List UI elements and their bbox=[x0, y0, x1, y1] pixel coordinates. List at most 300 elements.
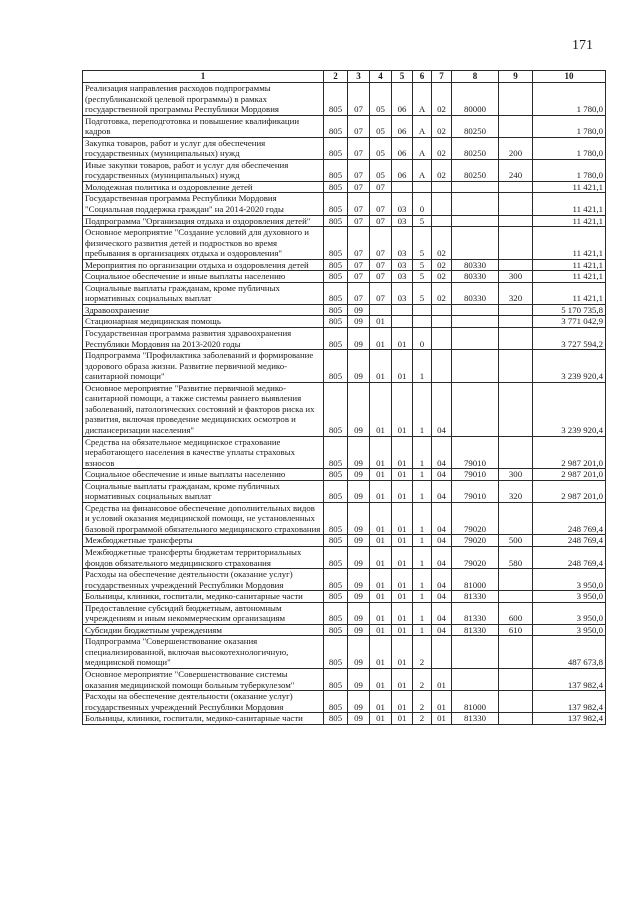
row-code-c6: 5 bbox=[413, 282, 432, 304]
row-code-c8 bbox=[452, 227, 499, 260]
row-code-c3: 07 bbox=[348, 215, 370, 227]
column-header: 7 bbox=[432, 71, 452, 83]
table-row bbox=[83, 480, 606, 502]
row-code-c5: 01 bbox=[392, 328, 413, 350]
row-code-c4: 01 bbox=[370, 469, 392, 481]
row-code-c6: А bbox=[413, 83, 432, 116]
row-code-c7 bbox=[432, 304, 452, 316]
row-code-c6: 1 bbox=[413, 350, 432, 383]
row-code-c3: 09 bbox=[348, 636, 370, 669]
row-code-c4: 01 bbox=[370, 569, 392, 591]
row-code-c7 bbox=[432, 193, 452, 215]
row-code-c6: 5 bbox=[413, 215, 432, 227]
table-row bbox=[83, 602, 606, 624]
table-row bbox=[83, 436, 606, 469]
row-code-c5: 01 bbox=[392, 469, 413, 481]
column-header: 4 bbox=[370, 71, 392, 83]
row-name: Подготовка, переподготовка и повышение квалификации кадров bbox=[83, 115, 324, 137]
row-code-c6: 2 bbox=[413, 636, 432, 669]
row-code-c7: 01 bbox=[432, 713, 452, 725]
row-code-c2: 805 bbox=[324, 282, 348, 304]
row-code-c8 bbox=[452, 181, 499, 193]
row-code-c2: 805 bbox=[324, 469, 348, 481]
row-code-c6: 1 bbox=[413, 535, 432, 547]
row-code-c9 bbox=[499, 636, 533, 669]
row-code-c4: 01 bbox=[370, 668, 392, 690]
row-code-c6: А bbox=[413, 159, 432, 181]
row-code-c5: 01 bbox=[392, 546, 413, 568]
row-code-c2: 805 bbox=[324, 271, 348, 283]
row-code-c5: 03 bbox=[392, 227, 413, 260]
row-code-c7: 02 bbox=[432, 282, 452, 304]
row-code-c2: 805 bbox=[324, 624, 348, 636]
row-sum: 2 987 201,0 bbox=[533, 436, 606, 469]
row-code-c4: 05 bbox=[370, 137, 392, 159]
row-code-c8 bbox=[452, 328, 499, 350]
row-code-c7: 02 bbox=[432, 137, 452, 159]
row-code-c7 bbox=[432, 636, 452, 669]
row-code-c5: 01 bbox=[392, 480, 413, 502]
row-name: Предоставление субсидий бюджетным, автономным учреждениям и иным некоммерческим организациям bbox=[83, 602, 324, 624]
row-code-c3: 09 bbox=[348, 624, 370, 636]
row-sum: 2 987 201,0 bbox=[533, 469, 606, 481]
table-row bbox=[83, 259, 606, 271]
row-code-c3: 07 bbox=[348, 83, 370, 116]
column-header: 9 bbox=[499, 71, 533, 83]
row-code-c3: 07 bbox=[348, 227, 370, 260]
row-sum: 3 950,0 bbox=[533, 569, 606, 591]
table-row bbox=[83, 115, 606, 137]
row-code-c3: 07 bbox=[348, 259, 370, 271]
row-code-c2: 805 bbox=[324, 227, 348, 260]
row-code-c3: 09 bbox=[348, 591, 370, 603]
table-row bbox=[83, 159, 606, 181]
row-name: Больницы, клиники, госпитали, медико-санитарные части bbox=[83, 713, 324, 725]
row-code-c4: 01 bbox=[370, 713, 392, 725]
row-code-c8 bbox=[452, 350, 499, 383]
row-code-c4: 01 bbox=[370, 316, 392, 328]
row-code-c5: 01 bbox=[392, 569, 413, 591]
table-row bbox=[83, 569, 606, 591]
row-code-c4: 01 bbox=[370, 350, 392, 383]
row-code-c8 bbox=[452, 193, 499, 215]
row-code-c3: 07 bbox=[348, 271, 370, 283]
row-code-c4 bbox=[370, 304, 392, 316]
row-code-c4: 01 bbox=[370, 546, 392, 568]
row-code-c7: 04 bbox=[432, 535, 452, 547]
row-name: Социальные выплаты гражданам, кроме публичных нормативных социальных выплат bbox=[83, 480, 324, 502]
row-code-c7: 01 bbox=[432, 668, 452, 690]
row-name: Закупка товаров, работ и услуг для обеспечения государственных (муниципальных) нужд bbox=[83, 137, 324, 159]
table-row bbox=[83, 624, 606, 636]
row-code-c9: 300 bbox=[499, 469, 533, 481]
row-code-c4: 01 bbox=[370, 502, 392, 535]
row-sum: 3 771 042,9 bbox=[533, 316, 606, 328]
row-name: Расходы на обеспечение деятельности (оказание услуг) государственных учреждений Республики Мордовия bbox=[83, 569, 324, 591]
row-code-c3: 09 bbox=[348, 546, 370, 568]
row-code-c3: 09 bbox=[348, 350, 370, 383]
row-code-c8: 81000 bbox=[452, 691, 499, 713]
row-code-c4: 05 bbox=[370, 115, 392, 137]
row-code-c7 bbox=[432, 215, 452, 227]
row-code-c3: 07 bbox=[348, 282, 370, 304]
column-header: 8 bbox=[452, 71, 499, 83]
row-code-c5: 06 bbox=[392, 137, 413, 159]
table-header-row bbox=[83, 71, 606, 83]
row-name: Средства на финансовое обеспечение дополнительных видов и условий оказания медицинской помощи, не установленных базовой программой обязательного медицинского страхования bbox=[83, 502, 324, 535]
row-code-c2: 805 bbox=[324, 546, 348, 568]
row-code-c8 bbox=[452, 668, 499, 690]
row-name: Социальное обеспечение и иные выплаты населению bbox=[83, 469, 324, 481]
table-row bbox=[83, 137, 606, 159]
row-sum: 3 727 594,2 bbox=[533, 328, 606, 350]
column-header: 6 bbox=[413, 71, 432, 83]
row-code-c4: 07 bbox=[370, 271, 392, 283]
row-name: Основное мероприятие "Развитие первичной медико-санитарной помощи, а также системы раннего выявления заболеваний, патологических состояний и факторов риска их развития, включая проведение медицинских осмотров и диспансеризации населения" bbox=[83, 382, 324, 436]
row-code-c7: 04 bbox=[432, 469, 452, 481]
row-code-c9 bbox=[499, 691, 533, 713]
row-code-c6: 1 bbox=[413, 602, 432, 624]
row-code-c7: 02 bbox=[432, 83, 452, 116]
row-code-c8: 81330 bbox=[452, 624, 499, 636]
row-code-c5: 01 bbox=[392, 636, 413, 669]
row-code-c4: 07 bbox=[370, 215, 392, 227]
row-code-c3: 09 bbox=[348, 469, 370, 481]
row-code-c5: 01 bbox=[392, 713, 413, 725]
table-row bbox=[83, 181, 606, 193]
table-row bbox=[83, 713, 606, 725]
row-code-c5: 06 bbox=[392, 83, 413, 116]
row-code-c6: 2 bbox=[413, 691, 432, 713]
table-row bbox=[83, 502, 606, 535]
row-code-c7: 04 bbox=[432, 624, 452, 636]
row-code-c5: 03 bbox=[392, 259, 413, 271]
column-header: 5 bbox=[392, 71, 413, 83]
row-code-c8: 81330 bbox=[452, 713, 499, 725]
table-row bbox=[83, 469, 606, 481]
row-code-c8: 79010 bbox=[452, 436, 499, 469]
row-code-c3: 09 bbox=[348, 304, 370, 316]
column-header: 2 bbox=[324, 71, 348, 83]
row-code-c6: 1 bbox=[413, 436, 432, 469]
row-code-c6: 1 bbox=[413, 591, 432, 603]
row-code-c3: 09 bbox=[348, 480, 370, 502]
row-name: Мероприятия по организации отдыха и оздоровления детей bbox=[83, 259, 324, 271]
row-sum: 248 769,4 bbox=[533, 546, 606, 568]
row-code-c8: 81330 bbox=[452, 591, 499, 603]
row-code-c2: 805 bbox=[324, 569, 348, 591]
table-row bbox=[83, 535, 606, 547]
row-code-c8: 81000 bbox=[452, 569, 499, 591]
row-name: Иные закупки товаров, работ и услуг для обеспечения государственных (муниципальных) нужд bbox=[83, 159, 324, 181]
budget-table bbox=[82, 70, 606, 725]
row-code-c4: 07 bbox=[370, 193, 392, 215]
row-code-c2: 805 bbox=[324, 304, 348, 316]
column-header: 1 bbox=[83, 71, 324, 83]
row-code-c9 bbox=[499, 304, 533, 316]
row-sum: 248 769,4 bbox=[533, 502, 606, 535]
row-code-c2: 805 bbox=[324, 636, 348, 669]
row-code-c6: 5 bbox=[413, 259, 432, 271]
row-code-c2: 805 bbox=[324, 436, 348, 469]
row-sum: 1 780,0 bbox=[533, 83, 606, 116]
row-code-c6: А bbox=[413, 115, 432, 137]
row-code-c6: 5 bbox=[413, 271, 432, 283]
row-code-c8 bbox=[452, 636, 499, 669]
row-code-c3: 07 bbox=[348, 137, 370, 159]
row-code-c3: 09 bbox=[348, 316, 370, 328]
row-code-c6: 5 bbox=[413, 227, 432, 260]
row-code-c5: 01 bbox=[392, 691, 413, 713]
row-sum: 11 421,1 bbox=[533, 215, 606, 227]
row-code-c4: 01 bbox=[370, 535, 392, 547]
row-code-c8: 80250 bbox=[452, 115, 499, 137]
row-code-c9 bbox=[499, 569, 533, 591]
table-row bbox=[83, 271, 606, 283]
row-code-c3: 07 bbox=[348, 181, 370, 193]
row-code-c3: 09 bbox=[348, 602, 370, 624]
row-code-c3: 07 bbox=[348, 115, 370, 137]
row-code-c9 bbox=[499, 316, 533, 328]
row-code-c9 bbox=[499, 259, 533, 271]
row-sum: 487 673,8 bbox=[533, 636, 606, 669]
row-name: Молодежная политика и оздоровление детей bbox=[83, 181, 324, 193]
row-code-c7: 02 bbox=[432, 115, 452, 137]
row-code-c4: 01 bbox=[370, 480, 392, 502]
row-code-c9 bbox=[499, 668, 533, 690]
row-code-c9: 600 bbox=[499, 602, 533, 624]
table-row bbox=[83, 591, 606, 603]
table-row bbox=[83, 193, 606, 215]
row-code-c9 bbox=[499, 227, 533, 260]
row-code-c9 bbox=[499, 193, 533, 215]
row-sum: 248 769,4 bbox=[533, 535, 606, 547]
row-code-c5: 06 bbox=[392, 159, 413, 181]
table-body bbox=[83, 83, 606, 725]
table-row bbox=[83, 636, 606, 669]
row-code-c2: 805 bbox=[324, 83, 348, 116]
column-header: 10 bbox=[533, 71, 606, 83]
row-code-c9: 320 bbox=[499, 480, 533, 502]
row-sum: 11 421,1 bbox=[533, 227, 606, 260]
row-code-c2: 805 bbox=[324, 137, 348, 159]
row-sum: 3 950,0 bbox=[533, 591, 606, 603]
table-row bbox=[83, 282, 606, 304]
row-code-c4: 07 bbox=[370, 282, 392, 304]
row-code-c2: 805 bbox=[324, 181, 348, 193]
row-code-c2: 805 bbox=[324, 591, 348, 603]
row-name: Средства на обязательное медицинское страхование неработающего населения в качестве уплаты страховых взносов bbox=[83, 436, 324, 469]
row-code-c8: 79020 bbox=[452, 546, 499, 568]
row-code-c4: 01 bbox=[370, 591, 392, 603]
row-sum: 1 780,0 bbox=[533, 115, 606, 137]
row-code-c6: 1 bbox=[413, 569, 432, 591]
row-code-c8: 79020 bbox=[452, 535, 499, 547]
row-sum: 1 780,0 bbox=[533, 159, 606, 181]
table-row bbox=[83, 350, 606, 383]
row-code-c7: 04 bbox=[432, 569, 452, 591]
row-code-c4: 05 bbox=[370, 159, 392, 181]
row-code-c3: 09 bbox=[348, 569, 370, 591]
row-code-c6: 1 bbox=[413, 480, 432, 502]
row-code-c8: 79020 bbox=[452, 502, 499, 535]
row-name: Подпрограмма "Профилактика заболеваний и формирование здорового образа жизни. Развитие первичной медико-санитарной помощи" bbox=[83, 350, 324, 383]
row-code-c7: 04 bbox=[432, 591, 452, 603]
row-sum: 11 421,1 bbox=[533, 181, 606, 193]
row-code-c7 bbox=[432, 350, 452, 383]
row-name: Здравоохранение bbox=[83, 304, 324, 316]
row-code-c5 bbox=[392, 181, 413, 193]
table-row bbox=[83, 328, 606, 350]
row-code-c2: 805 bbox=[324, 215, 348, 227]
row-code-c2: 805 bbox=[324, 502, 348, 535]
row-code-c5: 06 bbox=[392, 115, 413, 137]
row-code-c6: 1 bbox=[413, 624, 432, 636]
row-code-c9: 240 bbox=[499, 159, 533, 181]
row-sum: 137 982,4 bbox=[533, 713, 606, 725]
row-code-c8: 80250 bbox=[452, 137, 499, 159]
row-code-c2: 805 bbox=[324, 382, 348, 436]
row-code-c7: 02 bbox=[432, 271, 452, 283]
row-sum: 3 950,0 bbox=[533, 624, 606, 636]
row-sum: 11 421,1 bbox=[533, 259, 606, 271]
row-code-c3: 09 bbox=[348, 713, 370, 725]
row-code-c2: 805 bbox=[324, 668, 348, 690]
row-sum: 137 982,4 bbox=[533, 668, 606, 690]
row-code-c3: 09 bbox=[348, 535, 370, 547]
row-code-c3: 07 bbox=[348, 193, 370, 215]
row-code-c6 bbox=[413, 181, 432, 193]
row-code-c4: 07 bbox=[370, 259, 392, 271]
row-code-c5: 01 bbox=[392, 624, 413, 636]
row-code-c2: 805 bbox=[324, 328, 348, 350]
row-code-c9 bbox=[499, 382, 533, 436]
row-sum: 11 421,1 bbox=[533, 282, 606, 304]
row-code-c7: 04 bbox=[432, 502, 452, 535]
row-code-c2: 805 bbox=[324, 602, 348, 624]
row-code-c9: 610 bbox=[499, 624, 533, 636]
row-code-c9 bbox=[499, 502, 533, 535]
table-row bbox=[83, 546, 606, 568]
row-code-c8: 80330 bbox=[452, 259, 499, 271]
row-code-c3: 07 bbox=[348, 159, 370, 181]
row-code-c4: 01 bbox=[370, 602, 392, 624]
row-code-c7 bbox=[432, 328, 452, 350]
row-code-c7 bbox=[432, 181, 452, 193]
row-code-c5: 03 bbox=[392, 215, 413, 227]
row-code-c9 bbox=[499, 115, 533, 137]
row-name: Больницы, клиники, госпитали, медико-санитарные части bbox=[83, 591, 324, 603]
row-code-c2: 805 bbox=[324, 350, 348, 383]
row-code-c5: 01 bbox=[392, 668, 413, 690]
row-code-c7: 02 bbox=[432, 227, 452, 260]
row-code-c8: 80250 bbox=[452, 159, 499, 181]
row-code-c9: 300 bbox=[499, 271, 533, 283]
row-code-c9: 500 bbox=[499, 535, 533, 547]
row-code-c2: 805 bbox=[324, 713, 348, 725]
row-code-c8: 79010 bbox=[452, 480, 499, 502]
row-sum: 11 421,1 bbox=[533, 193, 606, 215]
row-code-c6: 0 bbox=[413, 193, 432, 215]
row-code-c7: 02 bbox=[432, 259, 452, 271]
row-code-c5: 01 bbox=[392, 591, 413, 603]
row-code-c8: 80000 bbox=[452, 83, 499, 116]
row-code-c4: 05 bbox=[370, 83, 392, 116]
table-row bbox=[83, 316, 606, 328]
row-code-c5: 01 bbox=[392, 535, 413, 547]
table-row bbox=[83, 215, 606, 227]
row-name: Расходы на обеспечение деятельности (оказание услуг) государственных учреждений Республики Мордовия bbox=[83, 691, 324, 713]
row-code-c9 bbox=[499, 181, 533, 193]
row-sum: 11 421,1 bbox=[533, 271, 606, 283]
row-name: Субсидии бюджетным учреждениям bbox=[83, 624, 324, 636]
row-name: Государственная программа развития здравоохранения Республики Мордовия на 2013-2020 годы bbox=[83, 328, 324, 350]
page-number: 171 bbox=[572, 38, 593, 53]
row-code-c7: 04 bbox=[432, 546, 452, 568]
row-code-c3: 09 bbox=[348, 668, 370, 690]
row-code-c7: 04 bbox=[432, 382, 452, 436]
row-code-c5: 01 bbox=[392, 350, 413, 383]
row-sum: 3 950,0 bbox=[533, 602, 606, 624]
row-sum: 137 982,4 bbox=[533, 691, 606, 713]
row-code-c9 bbox=[499, 350, 533, 383]
row-code-c2: 805 bbox=[324, 691, 348, 713]
row-code-c7: 02 bbox=[432, 159, 452, 181]
row-code-c6: 2 bbox=[413, 668, 432, 690]
row-code-c6: 1 bbox=[413, 469, 432, 481]
row-name: Межбюджетные трансферты bbox=[83, 535, 324, 547]
row-code-c4: 01 bbox=[370, 636, 392, 669]
row-code-c4: 01 bbox=[370, 328, 392, 350]
row-code-c2: 805 bbox=[324, 259, 348, 271]
row-code-c4: 07 bbox=[370, 227, 392, 260]
row-name: Межбюджетные трансферты бюджетам территориальных фондов обязательного медицинского страхования bbox=[83, 546, 324, 568]
row-code-c6: 1 bbox=[413, 382, 432, 436]
row-sum: 3 239 920,4 bbox=[533, 382, 606, 436]
row-code-c9 bbox=[499, 436, 533, 469]
row-code-c9 bbox=[499, 328, 533, 350]
row-code-c3: 09 bbox=[348, 436, 370, 469]
row-sum: 2 987 201,0 bbox=[533, 480, 606, 502]
row-name: Социальные выплаты гражданам, кроме публичных нормативных социальных выплат bbox=[83, 282, 324, 304]
table-row bbox=[83, 668, 606, 690]
row-code-c9: 320 bbox=[499, 282, 533, 304]
row-code-c9 bbox=[499, 591, 533, 603]
row-code-c5 bbox=[392, 316, 413, 328]
row-code-c2: 805 bbox=[324, 535, 348, 547]
row-code-c8: 81330 bbox=[452, 602, 499, 624]
row-code-c3: 09 bbox=[348, 691, 370, 713]
row-code-c6: 0 bbox=[413, 328, 432, 350]
row-code-c5: 03 bbox=[392, 193, 413, 215]
table-row bbox=[83, 382, 606, 436]
row-code-c2: 805 bbox=[324, 316, 348, 328]
row-code-c2: 805 bbox=[324, 193, 348, 215]
row-sum: 3 239 920,4 bbox=[533, 350, 606, 383]
row-code-c5: 01 bbox=[392, 382, 413, 436]
row-code-c8 bbox=[452, 382, 499, 436]
row-name: Государственная программа Республики Мордовия "Социальная поддержка граждан" на 2014-2020 годы bbox=[83, 193, 324, 215]
row-name: Реализация направления расходов подпрограммы (республиканской целевой программы) в рамках государственной программы Республики Мордовия bbox=[83, 83, 324, 116]
row-name: Основное мероприятие "Совершенствование системы оказания медицинской помощи больным туберкулезом" bbox=[83, 668, 324, 690]
row-code-c4: 01 bbox=[370, 691, 392, 713]
row-code-c3: 09 bbox=[348, 328, 370, 350]
row-code-c5 bbox=[392, 304, 413, 316]
row-code-c4: 01 bbox=[370, 382, 392, 436]
row-code-c5: 03 bbox=[392, 271, 413, 283]
row-name: Социальное обеспечение и иные выплаты населению bbox=[83, 271, 324, 283]
row-code-c5: 03 bbox=[392, 282, 413, 304]
